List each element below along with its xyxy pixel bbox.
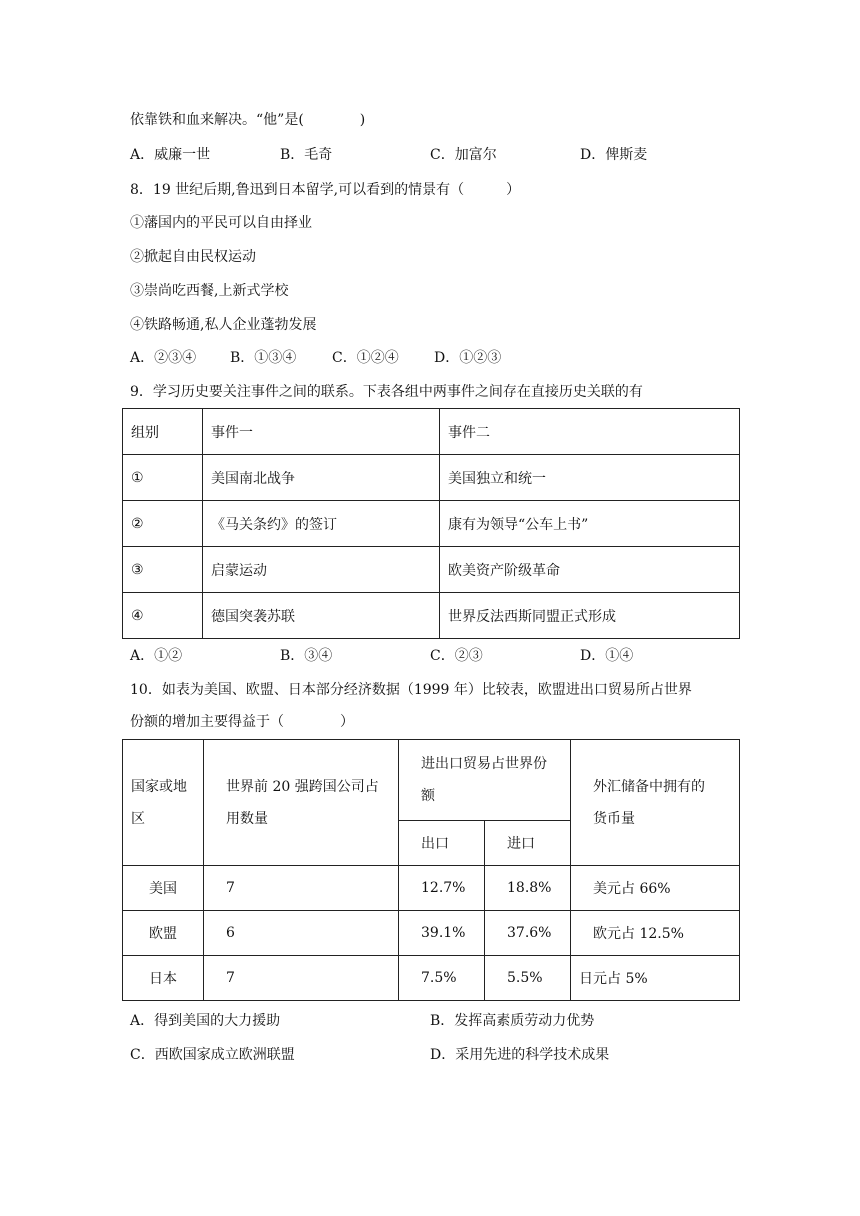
q10-option-b: B．发挥高素质劳动力优势 xyxy=(430,1013,595,1029)
header-trade-share: 进出口贸易占世界份 额 xyxy=(399,740,571,821)
q7-stem-tail: 依靠铁和血来解决。“他”是( ) xyxy=(130,112,366,128)
q10-option-a: A．得到美国的大力援助 xyxy=(130,1013,281,1029)
header-reserve: 外汇储备中拥有的 货币量 xyxy=(571,740,740,866)
cell-event-2: 康有为领导“公车上书” xyxy=(440,501,740,547)
cell-import: 5.5% xyxy=(485,956,571,1001)
cell-companies: 7 xyxy=(204,866,399,911)
q10-table xyxy=(122,739,740,1001)
q10-stem-line-1: 10．如表为美国、欧盟、日本部分经济数据（1999 年）比较表，欧盟进出口贸易所占世界 xyxy=(130,682,692,698)
cell-companies: 6 xyxy=(204,911,399,956)
table-row xyxy=(123,911,740,956)
cell-region: 日本 xyxy=(123,956,204,1001)
cell-event-2: 美国独立和统一 xyxy=(440,455,740,501)
cell-region: 美国 xyxy=(123,866,204,911)
q8-option-c: C．①②④ xyxy=(332,350,399,366)
table-header-row xyxy=(123,409,740,455)
header-group: 组别 xyxy=(123,409,203,455)
cell-event-2: 欧美资产阶级革命 xyxy=(440,547,740,593)
header-event-2: 事件二 xyxy=(440,409,740,455)
q8-item-2: ②掀起自由民权运动 xyxy=(130,249,256,265)
q10-stem-line-2: 份额的增加主要得益于（ ） xyxy=(130,714,354,730)
table-row xyxy=(123,547,740,593)
cell-export: 12.7% xyxy=(399,866,485,911)
table-header-row xyxy=(123,740,740,821)
cell-export: 7.5% xyxy=(399,956,485,1001)
cell-event-1: 美国南北战争 xyxy=(203,455,440,501)
cell-companies: 7 xyxy=(204,956,399,1001)
q9-option-b: B．③④ xyxy=(280,648,333,664)
q8-option-d: D．①②③ xyxy=(434,350,502,366)
table-row xyxy=(123,866,740,911)
table-row xyxy=(123,455,740,501)
q7-option-c: C．加富尔 xyxy=(430,147,497,163)
q9-option-c: C．②③ xyxy=(430,648,483,664)
cell-export: 39.1% xyxy=(399,911,485,956)
table-row xyxy=(123,956,740,1001)
cell-group: ④ xyxy=(123,593,203,639)
cell-group: ② xyxy=(123,501,203,547)
cell-import: 18.8% xyxy=(485,866,571,911)
header-event-1: 事件一 xyxy=(203,409,440,455)
cell-event-1: 德国突袭苏联 xyxy=(203,593,440,639)
q10-option-c: C．西欧国家成立欧洲联盟 xyxy=(130,1047,295,1063)
cell-import: 37.6% xyxy=(485,911,571,956)
q9-option-d: D．①④ xyxy=(580,648,634,664)
cell-event-1: 《马关条约》的签订 xyxy=(203,501,440,547)
cell-event-1: 启蒙运动 xyxy=(203,547,440,593)
q8-stem: 8．19 世纪后期,鲁迅到日本留学,可以看到的情景有（ ） xyxy=(130,182,521,198)
q7-option-d: D．俾斯麦 xyxy=(580,147,648,163)
cell-group: ① xyxy=(123,455,203,501)
cell-group: ③ xyxy=(123,547,203,593)
cell-event-2: 世界反法西斯同盟正式形成 xyxy=(440,593,740,639)
cell-reserve: 日元占 5% xyxy=(571,956,740,1001)
q8-item-1: ①藩国内的平民可以自由择业 xyxy=(130,215,312,231)
table-row xyxy=(123,593,740,639)
q8-item-3: ③崇尚吃西餐,上新式学校 xyxy=(130,283,289,299)
q7-option-a: A．威廉一世 xyxy=(130,147,211,163)
header-import: 进口 xyxy=(485,821,571,866)
q10-option-d: D．采用先进的科学技术成果 xyxy=(430,1047,610,1063)
q8-item-4: ④铁路畅通,私人企业蓬勃发展 xyxy=(130,317,317,333)
header-companies: 世界前 20 强跨国公司占 用数量 xyxy=(204,740,399,866)
q8-option-a: A．②③④ xyxy=(130,350,197,366)
header-region: 国家或地 区 xyxy=(123,740,204,866)
q9-table xyxy=(122,408,740,639)
cell-region: 欧盟 xyxy=(123,911,204,956)
q8-option-b: B．①③④ xyxy=(230,350,297,366)
q7-option-b: B．毛奇 xyxy=(280,147,333,163)
q9-stem: 9．学习历史要关注事件之间的联系。下表各组中两事件之间存在直接历史关联的有 xyxy=(130,384,643,400)
q9-option-a: A．①② xyxy=(130,648,183,664)
cell-reserve: 欧元占 12.5% xyxy=(571,911,740,956)
table-row xyxy=(123,501,740,547)
cell-reserve: 美元占 66% xyxy=(571,866,740,911)
header-export: 出口 xyxy=(399,821,485,866)
